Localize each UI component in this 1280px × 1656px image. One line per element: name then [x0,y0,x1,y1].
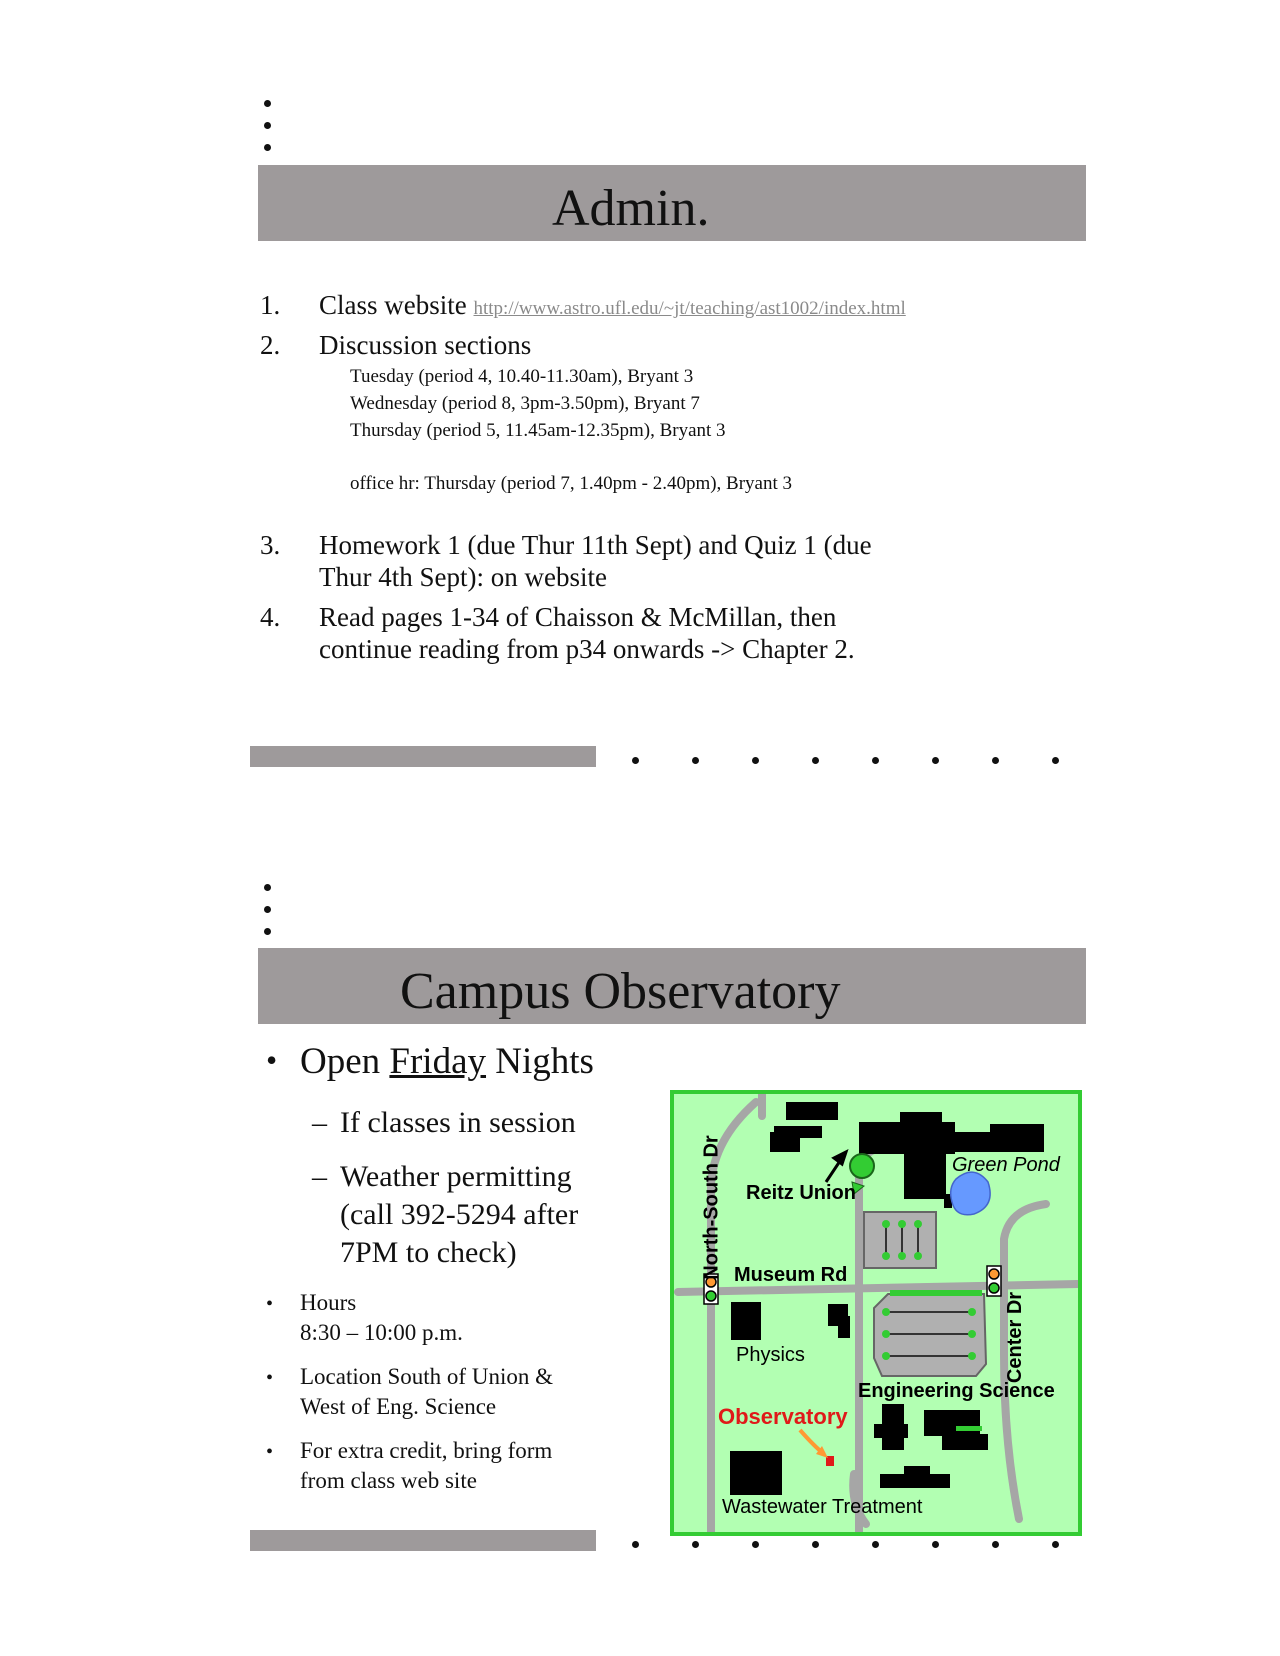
location-line: West of Eng. Science [300,1394,497,1419]
sub-bullet-weather-line: 7PM to check) [340,1236,517,1269]
bullet-icon: • [266,1293,274,1315]
slide-title: Admin. [552,180,710,237]
dash-icon: – [312,1106,327,1139]
campus-map [670,1090,1082,1536]
hours-line: 8:30 – 10:00 p.m. [300,1320,463,1345]
north-south-dr-label: North-South Dr [700,1135,723,1280]
traffic-light-east [987,1266,1001,1296]
museum-rd-label: Museum Rd [734,1264,848,1286]
list-item-line: Thur 4th Sept): on website [319,562,607,592]
arrow-to-observatory [800,1430,828,1458]
dash-icon: – [312,1160,327,1193]
section-line: Tuesday (period 4, 10.40-11.30am), Bryant 3 [350,366,694,387]
building [904,1144,946,1199]
bullet-icon: • [266,1367,274,1389]
section-line: Wednesday (period 8, 3pm-3.50pm), Bryant 7 [350,393,700,414]
footer-bar [250,1530,596,1551]
building [838,1316,850,1338]
hours-line: Hours [300,1290,357,1315]
bullet-post: Nights [486,1041,594,1082]
building [880,1474,950,1488]
bullet-icon: • [266,1441,274,1463]
bullet-icon: • [266,1042,278,1078]
building [874,1424,908,1438]
engineering-green-strip [956,1426,982,1431]
sub-bullet-weather-line: (call 392-5294 after [340,1198,579,1231]
friday-underlined: Friday [389,1041,487,1082]
section-line: Thursday (period 5, 11.45am-12.35pm), Bryant 3 [350,420,726,441]
list-item-line: continue reading from p34 onwards -> Chapter 2. [319,634,855,664]
building [904,1466,930,1476]
credit-line: For extra credit, bring form [300,1438,553,1463]
building [786,1102,838,1120]
pond [951,1172,990,1215]
reitz-union-marker [850,1154,874,1178]
building [770,1132,800,1152]
location-line: Location South of Union & [300,1364,553,1389]
parking-engineering [874,1290,986,1376]
sub-bullet-classes: If classes in session [340,1106,576,1139]
building [942,1434,988,1450]
observatory-label: Observatory [718,1404,848,1429]
list-item-line: Homework 1 (due Thur 11th Sept) and Quiz 1 (due [319,530,872,560]
wastewater-label: Wastewater Treatment [722,1496,923,1518]
building [924,1410,980,1436]
building [730,1451,782,1495]
building [990,1124,1044,1152]
item-number: 4. [260,602,281,632]
physics-label: Physics [736,1344,805,1366]
list-item-line: Read pages 1-34 of Chaisson & McMillan, then [319,602,837,632]
item-number: 1. [260,290,281,320]
item-number: 2. [260,330,281,360]
bullet-open-friday [300,1040,594,1083]
physics-building [731,1302,761,1340]
slide-title: Campus Observatory [400,963,841,1020]
item-text: Class website [319,290,467,320]
center-dr-label: Center Dr [1004,1291,1027,1384]
bullet-pre: Open [300,1041,390,1082]
sub-bullet-weather: Weather permitting [340,1160,572,1193]
parking-garage-north [864,1212,936,1268]
item-number: 3. [260,530,281,560]
class-website-link[interactable]: http://www.astro.ufl.edu/~jt/teaching/ast1002/index.html [473,298,906,319]
credit-line: from class web site [300,1468,477,1493]
reitz-union-label: Reitz Union [746,1182,856,1204]
engineering-science-label: Engineering Science [858,1380,1055,1402]
arrow-to-union [826,1152,846,1182]
list-item: Discussion sections [319,330,532,360]
title-bar [258,948,1086,1024]
building [900,1112,942,1130]
green-pond-label: Green Pond [952,1154,1060,1176]
office-hours: office hr: Thursday (period 7, 1.40pm - 2.40pm), Bryant 3 [350,473,793,494]
